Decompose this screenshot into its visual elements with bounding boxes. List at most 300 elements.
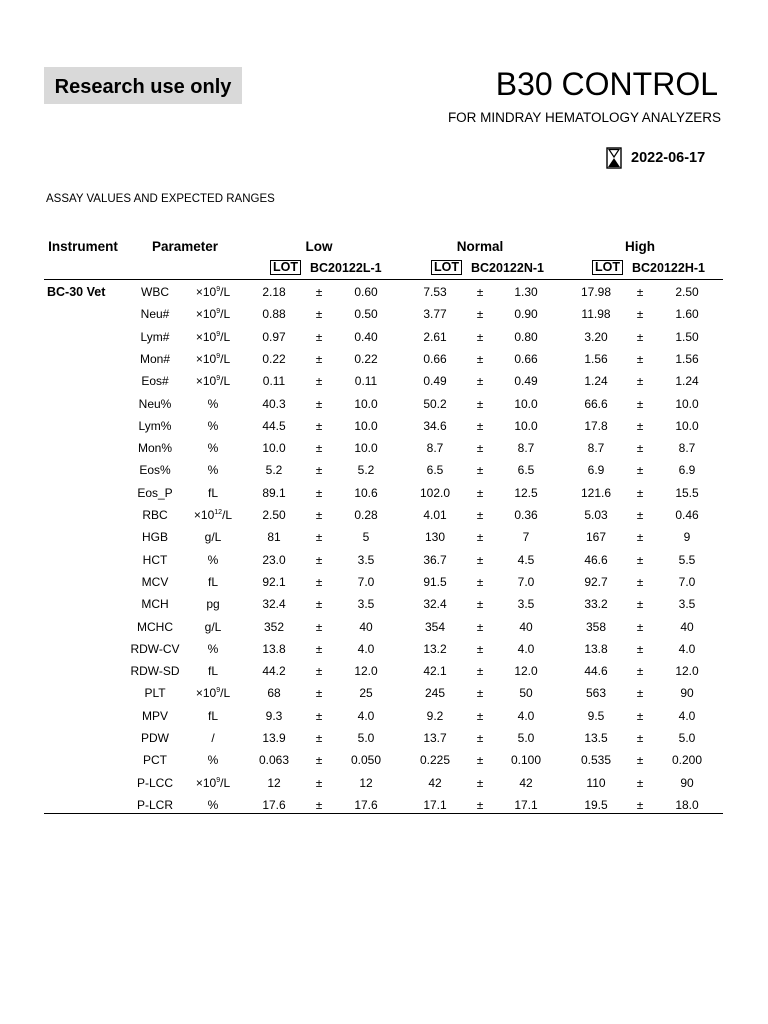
product-subtitle: FOR MINDRAY HEMATOLOGY ANALYZERS bbox=[447, 110, 721, 125]
parameter-name: HCT bbox=[142, 552, 168, 567]
section-title: ASSAY VALUES AND EXPECTED RANGES bbox=[46, 193, 275, 205]
high-range: 18.0 bbox=[675, 797, 699, 812]
table-row bbox=[0, 596, 768, 618]
low-range: 4.0 bbox=[357, 641, 375, 656]
table-row bbox=[0, 685, 768, 707]
plus-minus: ± bbox=[476, 664, 484, 679]
plus-minus: ± bbox=[636, 775, 644, 790]
high-value: 5.03 bbox=[584, 508, 608, 522]
low-value: 0.88 bbox=[262, 307, 286, 322]
normal-range: 1.30 bbox=[514, 285, 538, 299]
normal-value: 7.53 bbox=[423, 285, 447, 299]
low-range: 17.6 bbox=[354, 797, 378, 812]
unit: $\times 10^{12}/L$ bbox=[193, 508, 233, 522]
normal-range: 4.0 bbox=[517, 708, 535, 723]
lot-number-normal: BC20122N-1 bbox=[471, 261, 544, 275]
parameter-name: PCT bbox=[143, 753, 167, 768]
plus-minus: ± bbox=[636, 307, 644, 322]
plus-minus: ± bbox=[636, 418, 644, 433]
normal-range: 4.5 bbox=[517, 552, 535, 567]
plus-minus: ± bbox=[315, 664, 323, 679]
normal-range: 6.5 bbox=[517, 463, 535, 478]
plus-minus: ± bbox=[476, 329, 484, 344]
normal-range: 8.7 bbox=[517, 441, 535, 456]
low-value: 89.1 bbox=[262, 485, 286, 500]
unit: $\times 10^9/L$ bbox=[195, 285, 231, 299]
low-range: 40 bbox=[359, 619, 373, 634]
unit: fL bbox=[207, 664, 219, 679]
normal-range: 0.100 bbox=[510, 753, 542, 768]
low-value: 81 bbox=[267, 530, 281, 545]
unit: % bbox=[207, 797, 219, 812]
normal-value: 13.2 bbox=[423, 641, 447, 656]
low-value: 0.063 bbox=[258, 753, 290, 768]
normal-range: 0.49 bbox=[514, 374, 538, 389]
parameter-name: MCHC bbox=[137, 619, 173, 634]
high-range: 2.50 bbox=[675, 285, 699, 299]
normal-range: 42 bbox=[519, 775, 533, 790]
parameter-name: P-LCC bbox=[136, 775, 174, 790]
unit: % bbox=[207, 753, 219, 768]
parameter-name: RBC bbox=[142, 508, 168, 522]
high-value: 33.2 bbox=[584, 597, 608, 612]
normal-range: 7.0 bbox=[517, 574, 535, 589]
normal-value: 245 bbox=[424, 686, 446, 701]
high-range: 6.9 bbox=[678, 463, 696, 478]
low-range: 0.22 bbox=[354, 351, 378, 366]
plus-minus: ± bbox=[636, 463, 644, 478]
normal-range: 10.0 bbox=[514, 396, 538, 411]
parameter-name: Mon# bbox=[139, 351, 171, 366]
normal-value: 9.2 bbox=[426, 708, 444, 723]
plus-minus: ± bbox=[315, 753, 323, 768]
high-range: 15.5 bbox=[675, 485, 699, 500]
plus-minus: ± bbox=[476, 351, 484, 366]
lot-normal bbox=[431, 260, 544, 276]
plus-minus: ± bbox=[476, 485, 484, 500]
unit: $\times 10^9/L$ bbox=[195, 351, 231, 366]
parameter-name: MCV bbox=[141, 574, 169, 589]
unit: / bbox=[211, 731, 215, 745]
low-value: 0.97 bbox=[262, 329, 286, 344]
plus-minus: ± bbox=[476, 307, 484, 322]
low-value: 23.0 bbox=[262, 552, 286, 567]
normal-value: 4.01 bbox=[423, 508, 447, 522]
table-row bbox=[0, 462, 768, 484]
high-value: 11.98 bbox=[581, 307, 611, 322]
plus-minus: ± bbox=[476, 686, 484, 701]
low-value: 12 bbox=[267, 775, 281, 790]
high-range: 4.0 bbox=[678, 641, 696, 656]
low-value: 0.11 bbox=[262, 374, 286, 389]
low-value: 9.3 bbox=[265, 708, 283, 723]
normal-range: 0.80 bbox=[514, 329, 538, 344]
high-value: 66.6 bbox=[584, 396, 608, 411]
unit: $\times 10^9/L$ bbox=[195, 307, 231, 322]
column-header-normal: Normal bbox=[456, 239, 504, 254]
table-row bbox=[0, 574, 768, 596]
low-range: 10.0 bbox=[354, 396, 378, 411]
high-range: 0.200 bbox=[671, 753, 703, 768]
plus-minus: ± bbox=[315, 441, 323, 456]
table-row bbox=[0, 418, 768, 440]
column-header-high: High bbox=[625, 239, 655, 254]
high-value: 8.7 bbox=[587, 441, 605, 456]
normal-value: 3.77 bbox=[423, 307, 447, 322]
high-range: 5.0 bbox=[678, 731, 696, 745]
plus-minus: ± bbox=[476, 530, 484, 545]
normal-value: 2.61 bbox=[423, 329, 447, 344]
plus-minus: ± bbox=[636, 686, 644, 701]
plus-minus: ± bbox=[636, 574, 644, 589]
plus-minus: ± bbox=[476, 619, 484, 634]
table-row bbox=[0, 507, 768, 529]
low-range: 3.5 bbox=[357, 597, 375, 612]
unit: g/L bbox=[204, 619, 222, 634]
high-value: 1.24 bbox=[584, 374, 608, 389]
high-range: 1.24 bbox=[675, 374, 699, 389]
table-row bbox=[0, 440, 768, 462]
plus-minus: ± bbox=[315, 463, 323, 478]
plus-minus: ± bbox=[315, 797, 323, 812]
plus-minus: ± bbox=[476, 374, 484, 389]
high-value: 1.56 bbox=[584, 351, 608, 366]
unit: $\times 10^9/L$ bbox=[195, 686, 231, 701]
low-value: 352 bbox=[263, 619, 285, 634]
unit: $\times 10^9/L$ bbox=[195, 329, 231, 344]
unit: % bbox=[207, 418, 219, 433]
parameter-name: Eos_P bbox=[137, 485, 173, 500]
normal-range: 17.1 bbox=[514, 797, 538, 812]
plus-minus: ± bbox=[476, 574, 484, 589]
normal-value: 0.66 bbox=[423, 351, 447, 366]
unit: $\times 10^9/L$ bbox=[195, 775, 231, 790]
parameter-name: Neu% bbox=[138, 396, 172, 411]
low-value: 68 bbox=[267, 686, 281, 701]
normal-range: 0.90 bbox=[514, 307, 538, 322]
normal-range: 0.66 bbox=[514, 351, 538, 366]
plus-minus: ± bbox=[476, 753, 484, 768]
lot-number-low: BC20122L-1 bbox=[310, 261, 382, 275]
parameter-name: P-LCR bbox=[136, 797, 174, 812]
low-range: 0.11 bbox=[354, 374, 378, 389]
low-range: 12.0 bbox=[354, 664, 378, 679]
normal-range: 12.5 bbox=[514, 485, 538, 500]
table-row bbox=[0, 306, 768, 328]
low-range: 25 bbox=[359, 686, 373, 701]
normal-value: 0.49 bbox=[423, 374, 447, 389]
high-value: 92.7 bbox=[584, 574, 608, 589]
normal-value: 42 bbox=[428, 775, 442, 790]
plus-minus: ± bbox=[476, 285, 484, 299]
plus-minus: ± bbox=[636, 641, 644, 656]
research-use-only-label: Research use only bbox=[44, 67, 242, 104]
unit: fL bbox=[207, 485, 219, 500]
low-value: 13.8 bbox=[262, 641, 286, 656]
high-range: 3.5 bbox=[678, 597, 696, 612]
plus-minus: ± bbox=[636, 351, 644, 366]
low-range: 12 bbox=[359, 775, 373, 790]
high-range: 5.5 bbox=[678, 552, 696, 567]
plus-minus: ± bbox=[315, 351, 323, 366]
normal-value: 17.1 bbox=[423, 797, 447, 812]
low-value: 92.1 bbox=[262, 574, 286, 589]
parameter-name: MPV bbox=[141, 708, 169, 723]
instrument-name: BC-30 Vet bbox=[47, 285, 106, 299]
plus-minus: ± bbox=[476, 396, 484, 411]
normal-value: 32.4 bbox=[423, 597, 447, 612]
table-row bbox=[0, 663, 768, 685]
column-header-low: Low bbox=[305, 239, 333, 254]
high-range: 0.46 bbox=[675, 508, 699, 522]
high-value: 17.98 bbox=[580, 285, 612, 299]
parameter-name: RDW-CV bbox=[130, 641, 180, 656]
product-title: B30 CONTROL bbox=[495, 66, 718, 102]
table-row bbox=[0, 797, 768, 819]
unit: % bbox=[207, 552, 219, 567]
table-row bbox=[0, 730, 768, 752]
plus-minus: ± bbox=[315, 775, 323, 790]
normal-value: 13.7 bbox=[423, 731, 447, 745]
high-value: 3.20 bbox=[584, 329, 608, 344]
lot-high bbox=[592, 260, 705, 276]
plus-minus: ± bbox=[636, 508, 644, 522]
low-range: 0.28 bbox=[354, 508, 378, 522]
table-row bbox=[0, 351, 768, 373]
expiry-date: 2022-06-17 bbox=[631, 150, 706, 166]
unit: pg bbox=[206, 597, 220, 612]
normal-value: 102.0 bbox=[419, 485, 451, 500]
high-value: 9.5 bbox=[587, 708, 605, 723]
plus-minus: ± bbox=[315, 641, 323, 656]
hourglass-icon bbox=[606, 147, 622, 169]
high-range: 8.7 bbox=[678, 441, 696, 456]
high-value: 358 bbox=[585, 619, 607, 634]
low-range: 0.050 bbox=[350, 753, 382, 768]
table-row bbox=[0, 752, 768, 774]
plus-minus: ± bbox=[476, 552, 484, 567]
low-value: 17.6 bbox=[262, 797, 286, 812]
unit: % bbox=[207, 441, 219, 456]
normal-range: 12.0 bbox=[514, 664, 538, 679]
plus-minus: ± bbox=[476, 731, 484, 745]
plus-minus: ± bbox=[315, 307, 323, 322]
unit: % bbox=[207, 463, 219, 478]
low-range: 0.60 bbox=[354, 285, 378, 299]
table-row bbox=[0, 529, 768, 551]
unit: % bbox=[207, 641, 219, 656]
plus-minus: ± bbox=[636, 552, 644, 567]
parameter-name: Lym# bbox=[140, 329, 170, 344]
parameter-name: HGB bbox=[141, 530, 169, 545]
low-range: 10.0 bbox=[354, 441, 378, 456]
parameter-name: MCH bbox=[141, 597, 169, 612]
lot-label: LOT bbox=[270, 260, 301, 275]
plus-minus: ± bbox=[636, 530, 644, 545]
table-row bbox=[0, 552, 768, 574]
high-value: 121.6 bbox=[580, 485, 612, 500]
plus-minus: ± bbox=[476, 441, 484, 456]
plus-minus: ± bbox=[315, 329, 323, 344]
parameter-name: RDW-SD bbox=[130, 664, 180, 679]
low-value: 5.2 bbox=[265, 463, 283, 478]
high-range: 7.0 bbox=[678, 574, 696, 589]
normal-value: 354 bbox=[424, 619, 446, 634]
parameter-name: Lym% bbox=[138, 418, 172, 433]
high-range: 90 bbox=[680, 686, 694, 701]
normal-range: 10.0 bbox=[514, 418, 538, 433]
lot-label: LOT bbox=[592, 260, 623, 275]
plus-minus: ± bbox=[476, 418, 484, 433]
lot-label: LOT bbox=[431, 260, 462, 275]
low-range: 0.50 bbox=[354, 307, 378, 322]
high-range: 1.50 bbox=[675, 329, 699, 344]
plus-minus: ± bbox=[476, 797, 484, 812]
high-range: 9 bbox=[683, 530, 691, 545]
plus-minus: ± bbox=[476, 708, 484, 723]
high-value: 110 bbox=[586, 775, 606, 790]
plus-minus: ± bbox=[476, 463, 484, 478]
plus-minus: ± bbox=[315, 285, 323, 299]
high-range: 90 bbox=[680, 775, 694, 790]
column-header-instrument: Instrument bbox=[48, 239, 118, 254]
low-value: 2.18 bbox=[262, 285, 286, 299]
unit: fL bbox=[207, 708, 219, 723]
low-value: 40.3 bbox=[262, 396, 286, 411]
low-value: 13.9 bbox=[262, 731, 286, 745]
table-row bbox=[0, 708, 768, 730]
normal-range: 3.5 bbox=[517, 597, 535, 612]
normal-range: 0.36 bbox=[514, 508, 538, 522]
plus-minus: ± bbox=[315, 396, 323, 411]
normal-range: 4.0 bbox=[517, 641, 535, 656]
table-header-divider bbox=[44, 279, 723, 280]
unit: fL bbox=[207, 574, 219, 589]
normal-value: 130 bbox=[424, 530, 446, 545]
high-value: 167 bbox=[585, 530, 607, 545]
low-range: 5.2 bbox=[357, 463, 375, 478]
high-value: 13.8 bbox=[584, 641, 608, 656]
plus-minus: ± bbox=[476, 641, 484, 656]
parameter-name: Eos# bbox=[141, 374, 169, 389]
unit: % bbox=[207, 396, 219, 411]
plus-minus: ± bbox=[636, 619, 644, 634]
plus-minus: ± bbox=[636, 329, 644, 344]
high-value: 17.8 bbox=[584, 418, 608, 433]
high-value: 6.9 bbox=[587, 463, 605, 478]
plus-minus: ± bbox=[636, 485, 644, 500]
high-range: 40 bbox=[680, 619, 694, 634]
low-value: 10.0 bbox=[262, 441, 286, 456]
table-row bbox=[0, 775, 768, 797]
normal-value: 50.2 bbox=[423, 396, 447, 411]
parameter-name: Eos% bbox=[139, 463, 171, 478]
plus-minus: ± bbox=[315, 552, 323, 567]
table-row bbox=[0, 485, 768, 507]
plus-minus: ± bbox=[315, 731, 323, 745]
high-value: 0.535 bbox=[580, 753, 612, 768]
plus-minus: ± bbox=[636, 597, 644, 612]
plus-minus: ± bbox=[315, 597, 323, 612]
high-range: 4.0 bbox=[678, 708, 696, 723]
normal-value: 36.7 bbox=[423, 552, 447, 567]
low-value: 2.50 bbox=[262, 508, 286, 522]
low-range: 0.40 bbox=[354, 329, 378, 344]
plus-minus: ± bbox=[315, 574, 323, 589]
high-value: 563 bbox=[585, 686, 607, 701]
low-value: 44.2 bbox=[262, 664, 286, 679]
table-row bbox=[0, 641, 768, 663]
normal-value: 8.7 bbox=[426, 441, 444, 456]
parameter-name: PLT bbox=[144, 686, 166, 701]
table-row bbox=[0, 373, 768, 395]
plus-minus: ± bbox=[315, 708, 323, 723]
low-range: 4.0 bbox=[357, 708, 375, 723]
low-value: 44.5 bbox=[262, 418, 286, 433]
plus-minus: ± bbox=[315, 374, 323, 389]
plus-minus: ± bbox=[476, 775, 484, 790]
normal-range: 50 bbox=[519, 686, 533, 701]
normal-value: 34.6 bbox=[423, 418, 447, 433]
unit: g/L bbox=[204, 530, 222, 545]
parameter-name: Neu# bbox=[140, 307, 170, 322]
plus-minus: ± bbox=[636, 731, 644, 745]
plus-minus: ± bbox=[636, 374, 644, 389]
normal-range: 5.0 bbox=[517, 731, 535, 745]
normal-range: 7 bbox=[522, 530, 530, 545]
plus-minus: ± bbox=[476, 508, 484, 522]
plus-minus: ± bbox=[315, 485, 323, 500]
column-header-parameter: Parameter bbox=[151, 239, 219, 254]
table-row bbox=[0, 619, 768, 641]
high-value: 46.6 bbox=[584, 552, 608, 567]
plus-minus: ± bbox=[636, 664, 644, 679]
plus-minus: ± bbox=[315, 686, 323, 701]
plus-minus: ± bbox=[636, 797, 644, 812]
plus-minus: ± bbox=[636, 708, 644, 723]
normal-value: 6.5 bbox=[426, 463, 444, 478]
normal-range: 40 bbox=[519, 619, 533, 634]
high-range: 1.56 bbox=[675, 351, 699, 366]
normal-value: 91.5 bbox=[423, 574, 447, 589]
plus-minus: ± bbox=[636, 441, 644, 456]
lot-low bbox=[270, 260, 382, 276]
table-row bbox=[0, 329, 768, 351]
table-row bbox=[0, 284, 768, 306]
high-range: 1.60 bbox=[675, 307, 699, 322]
low-range: 3.5 bbox=[357, 552, 375, 567]
plus-minus: ± bbox=[315, 619, 323, 634]
high-range: 10.0 bbox=[675, 418, 699, 433]
high-range: 10.0 bbox=[675, 396, 699, 411]
high-value: 13.5 bbox=[584, 731, 608, 745]
plus-minus: ± bbox=[636, 396, 644, 411]
low-value: 0.22 bbox=[262, 351, 286, 366]
plus-minus: ± bbox=[315, 418, 323, 433]
parameter-name: Mon% bbox=[137, 441, 173, 456]
normal-value: 0.225 bbox=[419, 753, 451, 768]
low-range: 10.0 bbox=[354, 418, 378, 433]
plus-minus: ± bbox=[315, 508, 323, 522]
low-range: 5 bbox=[362, 530, 370, 545]
lot-number-high: BC20122H-1 bbox=[632, 261, 705, 275]
plus-minus: ± bbox=[636, 753, 644, 768]
plus-minus: ± bbox=[476, 597, 484, 612]
unit: $\times 10^9/L$ bbox=[195, 374, 231, 389]
parameter-name: WBC bbox=[141, 285, 169, 299]
high-value: 44.6 bbox=[584, 664, 608, 679]
parameter-name: PDW bbox=[141, 731, 169, 745]
